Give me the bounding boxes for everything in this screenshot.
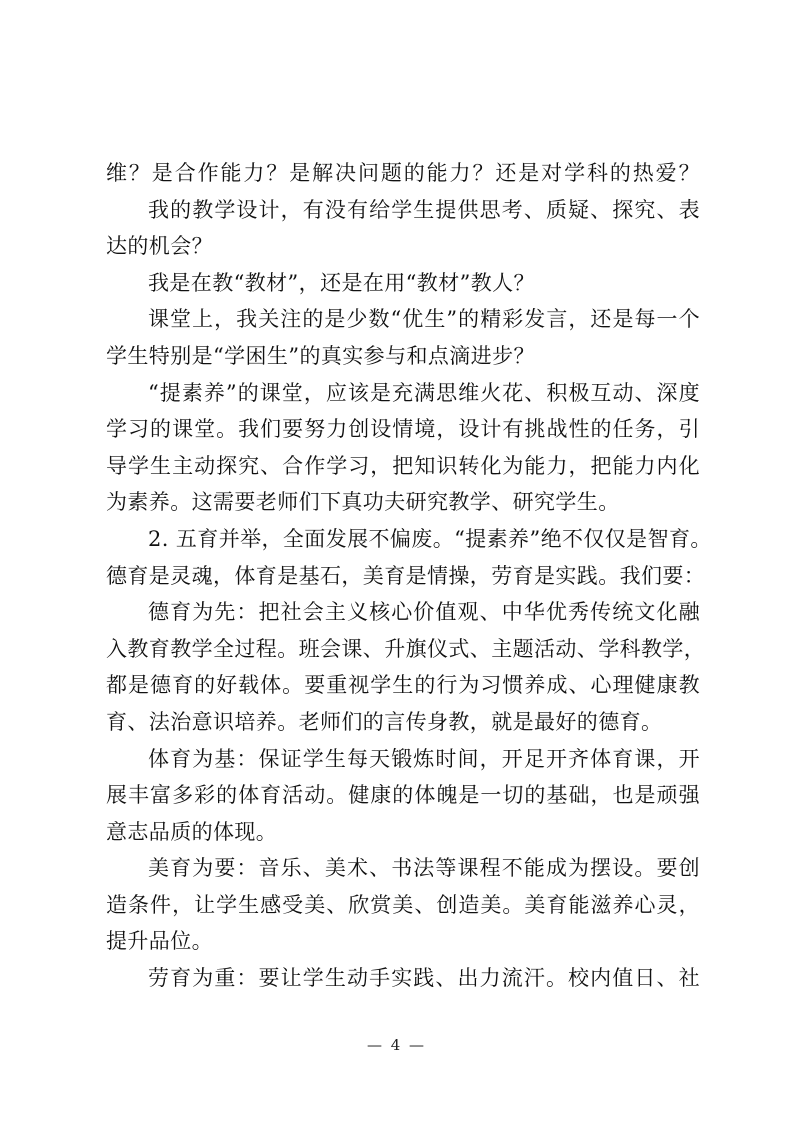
document-body <box>106 155 712 997</box>
text-line: 育、法治意识培养。老师们的言传身教，就是最好的德育。 <box>106 709 663 734</box>
text-line: 导学生主动探究、合作学习，把知识转化为能力，把能力内化 <box>106 453 700 478</box>
text-line: 我是在教“教材”，还是在用“教材”教人？ <box>148 270 535 295</box>
text-line: 我的教学设计，有没有给学生提供思考、质疑、探究、表 <box>148 197 700 222</box>
text-line: 都是德育的好载体。要重视学生的行为习惯养成、心理健康教 <box>106 673 700 698</box>
page-number: — 4 — <box>366 1036 427 1054</box>
text-line: 德育是灵魂，体育是基石，美育是情操，劳育是实践。我们要： <box>106 563 706 588</box>
text-line: “提素养”的课堂，应该是充满思维火花、积极互动、深度 <box>148 380 700 405</box>
text-line: 意志品质的体现。 <box>106 819 278 844</box>
text-line: 造条件，让学生感受美、欣赏美、创造美。美育能滋养心灵， <box>106 892 700 917</box>
text-line: 课堂上，我关注的是少数“优生”的精彩发言，还是每一个 <box>148 307 700 332</box>
text-line: 维？是合作能力？是解决问题的能力？还是对学科的热爱？ <box>106 161 700 185</box>
text-line: 展丰富多彩的体育活动。健康的体魄是一切的基础，也是顽强 <box>106 783 700 808</box>
text-line: 2. 五育并举，全面发展不偏废。“提素养”绝不仅仅是智育。 <box>148 526 712 551</box>
text-line: 劳育为重：要让学生动手实践、出力流汗。校内值日、社 <box>148 966 700 991</box>
text-line: 入教育教学全过程。班会课、升旗仪式、主题活动、学科教学， <box>106 636 706 661</box>
text-line: 德育为先：把社会主义核心价值观、中华优秀传统文化融 <box>148 600 700 625</box>
text-line: 美育为要：音乐、美术、书法等课程不能成为摆设。要创 <box>148 856 700 881</box>
text-line: 体育为基：保证学生每天锻炼时间，开足开齐体育课，开 <box>148 746 700 771</box>
text-line: 提升品位。 <box>106 929 213 954</box>
text-line: 为素养。这需要老师们下真功夫研究教学、研究学生。 <box>106 490 620 515</box>
text-line: 学生特别是“学困生”的真实参与和点滴进步？ <box>106 343 535 368</box>
text-line: 学习的课堂。我们要努力创设情境，设计有挑战性的任务，引 <box>106 417 700 442</box>
text-line: 达的机会？ <box>106 234 213 259</box>
